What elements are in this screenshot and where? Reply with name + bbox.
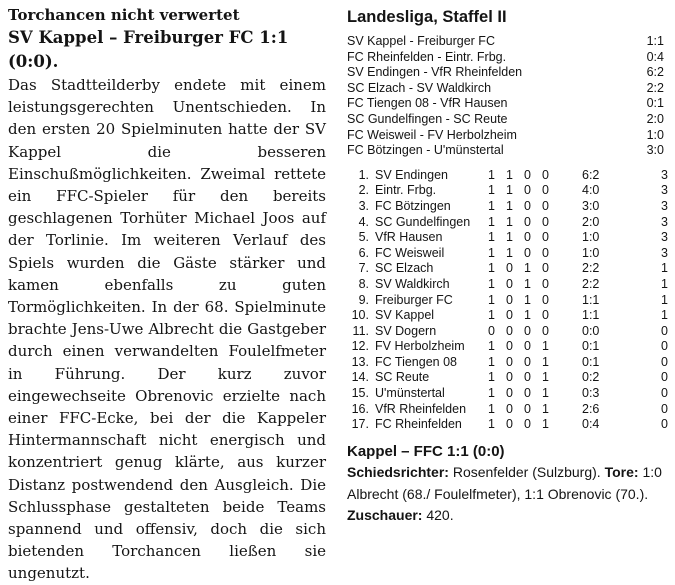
won: 1 — [506, 230, 513, 245]
lost: 0 — [542, 261, 549, 276]
summary-title: Kappel – FFC 1:1 (0:0) — [347, 442, 505, 460]
table-row — [347, 402, 669, 418]
played: 1 — [488, 292, 495, 307]
team-name: Freiburger FC — [375, 292, 453, 307]
drawn: 0 — [524, 230, 531, 245]
rank: 7. — [358, 261, 369, 276]
result-score: 3:0 — [646, 143, 664, 158]
team-name: VfR Rheinfelden — [375, 401, 467, 416]
points: 1 — [661, 261, 668, 276]
goals: 1:0 — [582, 230, 600, 245]
team-name: SC Reute — [375, 370, 430, 385]
spectators-value: 420. — [426, 507, 454, 524]
rank: 9. — [358, 292, 369, 307]
points: 3 — [661, 214, 668, 229]
rank: 10. — [351, 308, 369, 323]
result-score: 1:1 — [646, 34, 664, 48]
drawn: 0 — [524, 354, 531, 369]
drawn: 0 — [524, 323, 531, 338]
points: 0 — [661, 339, 668, 354]
played: 0 — [488, 323, 495, 338]
lost: 0 — [542, 245, 549, 260]
table-row — [347, 355, 669, 371]
rank: 16. — [351, 401, 369, 416]
result-match: FC Rheinfelden - Eintr. Frbg. — [347, 49, 507, 64]
drawn: 0 — [524, 370, 531, 385]
spectators-label: Zuschauer: — [347, 507, 423, 524]
lost: 0 — [542, 292, 549, 307]
result-match: FC Weisweil - FV Herbolzheim — [347, 127, 517, 142]
team-name: FV Herbolzheim — [375, 339, 465, 354]
result-row — [347, 81, 669, 97]
won: 0 — [506, 323, 513, 338]
referee-value: Rosenfelder (Sulzburg). — [452, 464, 601, 481]
result-row — [347, 143, 669, 159]
referee-label: Schiedsrichter: — [347, 464, 449, 481]
won: 1 — [506, 198, 513, 213]
match-summary — [347, 441, 669, 527]
played: 1 — [488, 354, 495, 369]
lost: 1 — [542, 354, 549, 369]
goals: 2:2 — [582, 276, 600, 291]
table-row — [347, 308, 669, 324]
won: 1 — [506, 167, 513, 182]
won: 0 — [506, 417, 513, 432]
lost: 0 — [542, 198, 549, 213]
result-row — [347, 96, 669, 112]
result-match: SV Kappel - Freiburger FC — [347, 34, 495, 48]
points: 1 — [661, 308, 668, 323]
team-name: SC Gundelfingen — [375, 214, 471, 229]
rank: 12. — [351, 339, 369, 354]
points: 3 — [661, 245, 668, 260]
won: 1 — [506, 214, 513, 229]
drawn: 0 — [524, 183, 531, 198]
lost: 0 — [542, 323, 549, 338]
drawn: 0 — [524, 401, 531, 416]
won: 0 — [506, 339, 513, 354]
table-row — [347, 230, 669, 246]
drawn: 0 — [524, 339, 531, 354]
lost: 0 — [542, 167, 549, 182]
goals: 0:2 — [582, 370, 600, 385]
points: 0 — [661, 323, 668, 338]
table-row — [347, 417, 669, 433]
goals: 3:0 — [582, 198, 600, 213]
result-row — [347, 65, 669, 81]
report-headline: SV Kappel – Freiburger FC 1:1 (0:0). — [8, 28, 289, 71]
points: 0 — [661, 370, 668, 385]
table-row — [347, 183, 669, 199]
played: 1 — [488, 183, 495, 198]
drawn: 0 — [524, 245, 531, 260]
goals-value: 1:0 Albrecht (68./ Foulelfmeter), 1:1 Obrenovic (70.). — [347, 464, 662, 502]
rank: 8. — [358, 276, 369, 291]
played: 1 — [488, 214, 495, 229]
team-name: FC Tiengen 08 — [375, 354, 457, 369]
table-row — [347, 215, 669, 231]
team-name: SC Elzach — [375, 261, 434, 276]
goals: 1:1 — [582, 308, 600, 323]
played: 1 — [488, 230, 495, 245]
league-panel — [347, 6, 669, 527]
team-name: Eintr. Frbg. — [375, 183, 437, 198]
rank: 13. — [351, 354, 369, 369]
won: 0 — [506, 370, 513, 385]
drawn: 1 — [524, 308, 531, 323]
result-score: 0:1 — [646, 96, 664, 111]
goals: 4:0 — [582, 183, 600, 198]
team-name: FC Rheinfelden — [375, 417, 462, 432]
rank: 6. — [358, 245, 369, 260]
team-name: SV Kappel — [375, 308, 435, 323]
table-row — [347, 370, 669, 386]
points: 3 — [661, 230, 668, 245]
table-row — [347, 277, 669, 293]
played: 1 — [488, 339, 495, 354]
standings-table — [347, 168, 669, 433]
result-row — [347, 112, 669, 128]
played: 1 — [488, 308, 495, 323]
rank: 1. — [358, 167, 369, 182]
team-name: FC Bötzingen — [375, 198, 451, 213]
goals: 0:1 — [582, 354, 600, 369]
result-score: 2:0 — [646, 111, 664, 126]
lost: 1 — [542, 386, 549, 401]
report-kicker: Torchancen nicht verwertet — [8, 6, 240, 24]
lost: 0 — [542, 183, 549, 198]
table-row — [347, 339, 669, 355]
won: 0 — [506, 292, 513, 307]
played: 1 — [488, 167, 495, 182]
points: 3 — [661, 183, 668, 198]
team-name: SV Dogern — [375, 323, 437, 338]
points: 0 — [661, 354, 668, 369]
result-row — [347, 128, 669, 144]
played: 1 — [488, 386, 495, 401]
table-row — [347, 168, 669, 184]
won: 0 — [506, 386, 513, 401]
won: 1 — [506, 183, 513, 198]
lost: 0 — [542, 214, 549, 229]
drawn: 0 — [524, 417, 531, 432]
drawn: 0 — [524, 386, 531, 401]
drawn: 0 — [524, 167, 531, 182]
rank: 3. — [358, 198, 369, 213]
points: 0 — [661, 386, 668, 401]
summary-details — [347, 462, 669, 527]
drawn: 0 — [524, 214, 531, 229]
goals: 2:2 — [582, 261, 600, 276]
result-row — [347, 34, 669, 50]
points: 3 — [661, 198, 668, 213]
goals: 2:6 — [582, 401, 600, 416]
played: 1 — [488, 417, 495, 432]
team-name: U'münstertal — [375, 386, 445, 401]
result-score: 1:0 — [646, 127, 664, 142]
won: 1 — [506, 245, 513, 260]
lost: 0 — [542, 308, 549, 323]
result-score: 2:2 — [646, 80, 664, 95]
result-score: 6:2 — [646, 65, 664, 80]
drawn: 1 — [524, 276, 531, 291]
rank: 5. — [358, 230, 369, 245]
match-report — [8, 4, 326, 585]
lost: 1 — [542, 339, 549, 354]
rank: 4. — [358, 214, 369, 229]
results-list — [347, 34, 669, 159]
table-row — [347, 386, 669, 402]
played: 1 — [488, 245, 495, 260]
won: 0 — [506, 308, 513, 323]
points: 0 — [661, 417, 668, 432]
won: 0 — [506, 401, 513, 416]
result-match: SV Endingen - VfR Rheinfelden — [347, 65, 523, 80]
result-match: SC Elzach - SV Waldkirch — [347, 80, 492, 95]
lost: 1 — [542, 401, 549, 416]
team-name: VfR Hausen — [375, 230, 443, 245]
team-name: SV Waldkirch — [375, 276, 450, 291]
goals: 0:3 — [582, 386, 600, 401]
played: 1 — [488, 370, 495, 385]
goals: 0:0 — [582, 323, 600, 338]
drawn: 0 — [524, 198, 531, 213]
result-match: SC Gundelfingen - SC Reute — [347, 111, 508, 126]
played: 1 — [488, 401, 495, 416]
goals-label: Tore: — [604, 464, 639, 481]
won: 0 — [506, 261, 513, 276]
rank: 14. — [351, 370, 369, 385]
lost: 0 — [542, 276, 549, 291]
table-row — [347, 324, 669, 340]
league-title: Landesliga, Staffel II — [347, 8, 507, 26]
points: 3 — [661, 167, 668, 182]
table-row — [347, 246, 669, 262]
team-name: FC Weisweil — [375, 245, 445, 260]
rank: 17. — [351, 417, 369, 432]
played: 1 — [488, 276, 495, 291]
table-row — [347, 199, 669, 215]
points: 1 — [661, 292, 668, 307]
goals: 1:0 — [582, 245, 600, 260]
goals: 0:4 — [582, 417, 600, 432]
result-match: FC Tiengen 08 - VfR Hausen — [347, 96, 508, 111]
rank: 2. — [358, 183, 369, 198]
played: 1 — [488, 198, 495, 213]
drawn: 1 — [524, 292, 531, 307]
played: 1 — [488, 261, 495, 276]
points: 1 — [661, 276, 668, 291]
table-row — [347, 293, 669, 309]
rank: 15. — [351, 386, 369, 401]
goals: 1:1 — [582, 292, 600, 307]
drawn: 1 — [524, 261, 531, 276]
report-body: Das Stadtteilderby endete mit einem leistungsgerechten Unentschieden. In den ersten 20 Spielminuten hatte der SV Kappel die besseren Einschußmöglichkeiten. Zweimal rettete ein FFC-Spieler für den bereits geschlagenen Torhüter Michael Joos auf der Torlinie. Im weiteren Verlauf des Spiels wurden die Gäste stärker und kamen ebenfalls zu guten Tormöglichkeiten. In der 68. Spielminute brachte Jens-Uwe Albrecht die Gastgeber durch einen verwandelten Foulelfmeter in Führung. Der kurz zuvor eingewechseite Obrenovic erzielte nach einer FFC-Ecke, bei der die Kappeler Hintermannschaft nicht energisch und konzentriert genug klärte, aus kurzer Distanz postwendend den Ausgleich. Die Schlussphase gestalteten beide Teams spannend und offensiv, doch die sich bietenden Torchancen ließen sie ungenutzt. — [8, 76, 326, 583]
points: 0 — [661, 401, 668, 416]
rank: 11. — [352, 323, 369, 338]
table-row — [347, 261, 669, 277]
lost: 1 — [542, 417, 549, 432]
goals: 0:1 — [582, 339, 600, 354]
result-row — [347, 50, 669, 66]
team-name: SV Endingen — [375, 167, 448, 182]
won: 0 — [506, 354, 513, 369]
lost: 1 — [542, 370, 549, 385]
lost: 0 — [542, 230, 549, 245]
won: 0 — [506, 276, 513, 291]
goals: 6:2 — [582, 167, 600, 182]
goals: 2:0 — [582, 214, 600, 229]
result-score: 0:4 — [646, 49, 664, 64]
result-match: FC Bötzingen - U'münstertal — [347, 143, 504, 158]
